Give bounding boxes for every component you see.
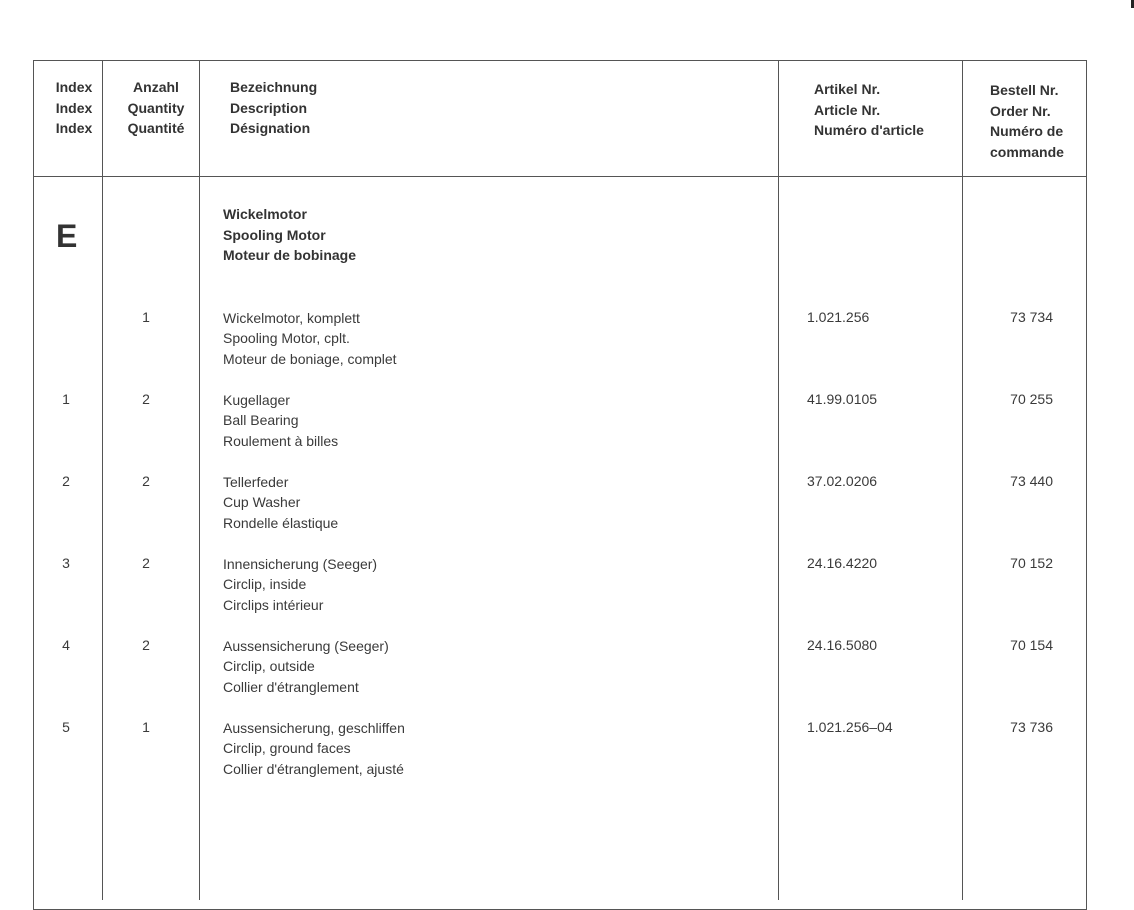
description-line: Circlip, outside	[223, 658, 315, 674]
column-divider	[102, 60, 103, 900]
row-order-number: 73 440	[1010, 473, 1053, 489]
description-line: Aussensicherung (Seeger)	[223, 637, 389, 654]
row-article-number: 1.021.256–04	[807, 719, 893, 735]
header-order-number: Bestell Nr. Order Nr. Numéro de commande	[990, 82, 1064, 160]
description-line: Aussensicherung, geschliffen	[223, 719, 405, 736]
row-index: 4	[62, 637, 70, 653]
description-line: Wickelmotor, komplett	[223, 309, 360, 326]
description-line: Circlips intérieur	[223, 596, 324, 613]
row-index: 1	[62, 391, 70, 407]
row-article-number: 24.16.5080	[807, 637, 878, 653]
section-letter: E	[56, 218, 78, 254]
header-index: Index Index Index	[55, 79, 93, 136]
row-description	[223, 390, 338, 452]
row-article-number: 37.02.0206	[807, 473, 878, 489]
section-title: Wickelmotor Spooling Motor Moteur de bobinage	[223, 206, 356, 263]
row-quantity: 2	[142, 473, 150, 489]
description-line: Circlip, inside	[223, 576, 307, 592]
row-order-number: 70 255	[1010, 391, 1053, 407]
column-divider	[778, 60, 779, 900]
header-quantity: Anzahl Quantity Quantité	[127, 79, 185, 136]
row-quantity: 2	[142, 391, 150, 407]
row-article-number: 24.16.4220	[807, 555, 878, 571]
column-divider	[962, 60, 963, 900]
parts-table	[33, 60, 1087, 910]
row-article-number: 41.99.0105	[807, 391, 878, 407]
row-index: 2	[62, 473, 70, 489]
column-divider	[199, 60, 200, 900]
description-line: Tellerfeder	[223, 473, 289, 490]
description-line: Ball Bearing	[223, 412, 299, 428]
row-order-number: 73 734	[1010, 309, 1053, 325]
description-line: Innensicherung (Seeger)	[223, 555, 378, 572]
row-description	[223, 718, 405, 780]
description-line: Collier d'étranglement, ajusté	[223, 760, 404, 777]
header-article-number: Artikel Nr. Article Nr. Numéro d'article	[814, 81, 924, 138]
row-description	[223, 554, 377, 616]
description-line: Spooling Motor, cplt.	[223, 330, 350, 346]
row-quantity: 1	[142, 719, 150, 735]
description-line: Collier d'étranglement	[223, 678, 359, 695]
row-index: 5	[62, 719, 70, 735]
row-quantity: 2	[142, 637, 150, 653]
header-divider	[33, 176, 1087, 177]
description-line: Kugellager	[223, 391, 290, 408]
row-quantity: 2	[142, 555, 150, 571]
row-description	[223, 472, 338, 534]
description-line: Rondelle élastique	[223, 514, 339, 531]
row-quantity: 1	[142, 309, 150, 325]
row-order-number: 70 152	[1010, 555, 1053, 571]
header-description: Bezeichnung Description Désignation	[230, 79, 318, 136]
description-line: Circlip, ground faces	[223, 740, 351, 756]
row-description	[223, 636, 389, 698]
row-article-number: 1.021.256	[807, 309, 870, 325]
description-line: Moteur de boniage, complet	[223, 350, 397, 367]
row-index: 3	[62, 555, 70, 571]
description-line: Cup Washer	[223, 494, 301, 510]
row-order-number: 70 154	[1010, 637, 1053, 653]
description-line: Roulement à billes	[223, 432, 339, 449]
row-description	[223, 308, 397, 370]
row-order-number: 73 736	[1010, 719, 1053, 735]
